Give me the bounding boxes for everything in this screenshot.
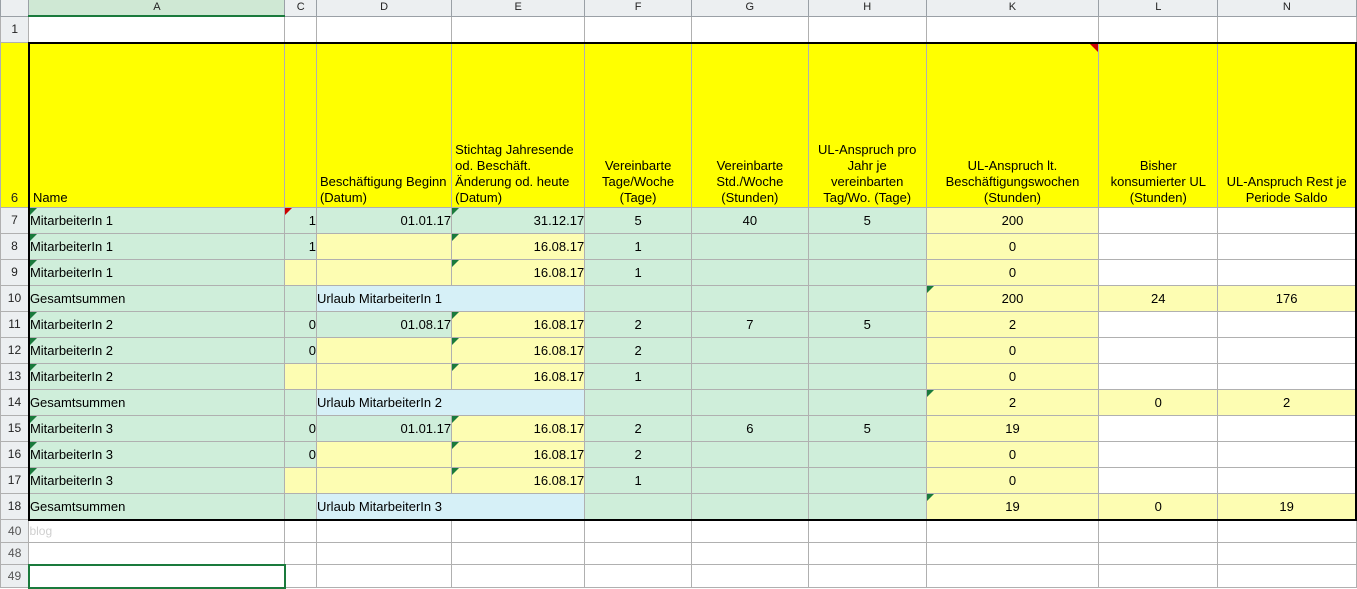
- row-header-14[interactable]: 14: [1, 389, 29, 415]
- cell-N17[interactable]: [1218, 467, 1356, 493]
- corner-select-all[interactable]: [1, 0, 29, 16]
- cell-D14[interactable]: Urlaub MitarbeiterIn 2: [316, 389, 584, 415]
- cell-K1[interactable]: [926, 16, 1099, 43]
- cell-A15[interactable]: MitarbeiterIn 3: [29, 415, 285, 441]
- cell-K15[interactable]: 19: [926, 415, 1099, 441]
- cell-C49[interactable]: [285, 565, 316, 588]
- cell-K12[interactable]: 0: [926, 337, 1099, 363]
- cell-E1[interactable]: [452, 16, 585, 43]
- table-row[interactable]: [1, 16, 1357, 43]
- cell-E9[interactable]: 16.08.17: [452, 259, 585, 285]
- cell-L17[interactable]: [1099, 467, 1218, 493]
- cell-H1[interactable]: [808, 16, 926, 43]
- cell-E7[interactable]: 31.12.17: [452, 207, 585, 233]
- cell-L7[interactable]: [1099, 207, 1218, 233]
- cell-A40[interactable]: blog: [29, 520, 285, 543]
- table-row[interactable]: [1, 337, 1357, 363]
- cell-H13[interactable]: [808, 363, 926, 389]
- cell-A1[interactable]: [29, 16, 285, 43]
- cell-L14[interactable]: 0: [1099, 389, 1218, 415]
- cell-E40[interactable]: [452, 520, 585, 543]
- cell-L49[interactable]: [1099, 565, 1218, 588]
- cell-E49[interactable]: [452, 565, 585, 588]
- cell-H17[interactable]: [808, 467, 926, 493]
- cell-G15[interactable]: 6: [691, 415, 808, 441]
- column-header-K[interactable]: K: [926, 0, 1099, 16]
- cell-N18[interactable]: 19: [1218, 493, 1356, 520]
- cell-E15[interactable]: 16.08.17: [452, 415, 585, 441]
- cell-F14[interactable]: [585, 389, 692, 415]
- cell-D7[interactable]: 01.01.17: [316, 207, 451, 233]
- cell-N10[interactable]: 176: [1218, 285, 1356, 311]
- cell-G9[interactable]: [691, 259, 808, 285]
- cell-F15[interactable]: 2: [585, 415, 692, 441]
- cell-E16[interactable]: 16.08.17: [452, 441, 585, 467]
- cell-C13[interactable]: [285, 363, 316, 389]
- cell-H11[interactable]: 5: [808, 311, 926, 337]
- cell-E8[interactable]: 16.08.17: [452, 233, 585, 259]
- cell-F18[interactable]: [585, 493, 692, 520]
- cell-C9[interactable]: [285, 259, 316, 285]
- cell-K49[interactable]: [926, 565, 1099, 588]
- cell-A18[interactable]: Gesamtsummen: [29, 493, 285, 520]
- cell-A49-selected[interactable]: [29, 565, 285, 588]
- cell-L1[interactable]: [1099, 16, 1218, 43]
- cell-E11[interactable]: 16.08.17: [452, 311, 585, 337]
- table-row[interactable]: [1, 467, 1357, 493]
- header-cell-entitlement-weeks[interactable]: UL-Anspruch lt. Beschäftigungswochen (Stunden): [926, 43, 1099, 208]
- cell-C48[interactable]: [285, 542, 316, 565]
- row-header-16[interactable]: 16: [1, 441, 29, 467]
- cell-D15[interactable]: 01.01.17: [316, 415, 451, 441]
- cell-F8[interactable]: 1: [585, 233, 692, 259]
- cell-D11[interactable]: 01.08.17: [316, 311, 451, 337]
- cell-N49[interactable]: [1218, 565, 1356, 588]
- cell-F48[interactable]: [585, 542, 692, 565]
- table-row[interactable]: [1, 233, 1357, 259]
- cell-C7[interactable]: 1: [285, 207, 316, 233]
- table-row-total[interactable]: [1, 285, 1357, 311]
- cell-A11[interactable]: MitarbeiterIn 2: [29, 311, 285, 337]
- table-row[interactable]: [1, 259, 1357, 285]
- row-header-11[interactable]: 11: [1, 311, 29, 337]
- cell-H18[interactable]: [808, 493, 926, 520]
- table-row[interactable]: [1, 565, 1357, 588]
- column-header-F[interactable]: F: [585, 0, 692, 16]
- cell-K14[interactable]: 2: [926, 389, 1099, 415]
- cell-G7[interactable]: 40: [691, 207, 808, 233]
- row-header-17[interactable]: 17: [1, 467, 29, 493]
- cell-C16[interactable]: 0: [285, 441, 316, 467]
- cell-K10[interactable]: 200: [926, 285, 1099, 311]
- column-header-A[interactable]: A: [29, 0, 285, 16]
- cell-D9[interactable]: [316, 259, 451, 285]
- cell-H16[interactable]: [808, 441, 926, 467]
- cell-A14[interactable]: Gesamtsummen: [29, 389, 285, 415]
- cell-D40[interactable]: [316, 520, 451, 543]
- cell-E12[interactable]: 16.08.17: [452, 337, 585, 363]
- cell-C18[interactable]: [285, 493, 316, 520]
- column-header-G[interactable]: G: [691, 0, 808, 16]
- column-header-N[interactable]: N: [1218, 0, 1356, 16]
- table-row[interactable]: [1, 441, 1357, 467]
- cell-K40[interactable]: [926, 520, 1099, 543]
- cell-G48[interactable]: [691, 542, 808, 565]
- cell-L8[interactable]: [1099, 233, 1218, 259]
- cell-G13[interactable]: [691, 363, 808, 389]
- row-header-40[interactable]: 40: [1, 520, 29, 543]
- cell-F7[interactable]: 5: [585, 207, 692, 233]
- column-header-H[interactable]: H: [808, 0, 926, 16]
- cell-H10[interactable]: [808, 285, 926, 311]
- header-cell-begin-date[interactable]: Beschäftigung Beginn (Datum): [316, 43, 451, 208]
- cell-L40[interactable]: [1099, 520, 1218, 543]
- cell-D10[interactable]: Urlaub MitarbeiterIn 1: [316, 285, 584, 311]
- table-row[interactable]: [1, 363, 1357, 389]
- cell-A13[interactable]: MitarbeiterIn 2: [29, 363, 285, 389]
- cell-C14[interactable]: [285, 389, 316, 415]
- cell-N1[interactable]: [1218, 16, 1356, 43]
- cell-D17[interactable]: [316, 467, 451, 493]
- table-row[interactable]: [1, 415, 1357, 441]
- row-header-13[interactable]: 13: [1, 363, 29, 389]
- cell-H40[interactable]: [808, 520, 926, 543]
- table-row[interactable]: [1, 311, 1357, 337]
- column-header-E[interactable]: E: [452, 0, 585, 16]
- cell-C1[interactable]: [285, 16, 316, 43]
- cell-D18[interactable]: Urlaub MitarbeiterIn 3: [316, 493, 584, 520]
- cell-G18[interactable]: [691, 493, 808, 520]
- cell-C8[interactable]: 1: [285, 233, 316, 259]
- cell-N13[interactable]: [1218, 363, 1356, 389]
- cell-E17[interactable]: 16.08.17: [452, 467, 585, 493]
- cell-L9[interactable]: [1099, 259, 1218, 285]
- header-cell-remaining[interactable]: UL-Anspruch Rest je Periode Saldo: [1218, 43, 1356, 208]
- cell-A9[interactable]: MitarbeiterIn 1: [29, 259, 285, 285]
- header-cell-consumed[interactable]: Bisher konsumierter UL (Stunden): [1099, 43, 1218, 208]
- cell-D8[interactable]: [316, 233, 451, 259]
- cell-L18[interactable]: 0: [1099, 493, 1218, 520]
- cell-C11[interactable]: 0: [285, 311, 316, 337]
- cell-H49[interactable]: [808, 565, 926, 588]
- cell-K16[interactable]: 0: [926, 441, 1099, 467]
- cell-G12[interactable]: [691, 337, 808, 363]
- table-row-total[interactable]: [1, 389, 1357, 415]
- cell-N8[interactable]: [1218, 233, 1356, 259]
- cell-G10[interactable]: [691, 285, 808, 311]
- cell-F17[interactable]: 1: [585, 467, 692, 493]
- row-header-9[interactable]: 9: [1, 259, 29, 285]
- cell-L10[interactable]: 24: [1099, 285, 1218, 311]
- cell-D16[interactable]: [316, 441, 451, 467]
- cell-L13[interactable]: [1099, 363, 1218, 389]
- header-cell-name[interactable]: Name: [29, 43, 285, 208]
- cell-C12[interactable]: 0: [285, 337, 316, 363]
- cell-F9[interactable]: 1: [585, 259, 692, 285]
- column-header-L[interactable]: L: [1099, 0, 1218, 16]
- cell-K7[interactable]: 200: [926, 207, 1099, 233]
- cell-H7[interactable]: 5: [808, 207, 926, 233]
- cell-L16[interactable]: [1099, 441, 1218, 467]
- column-header-C[interactable]: C: [285, 0, 316, 16]
- cell-N14[interactable]: 2: [1218, 389, 1356, 415]
- cell-C15[interactable]: 0: [285, 415, 316, 441]
- cell-K18[interactable]: 19: [926, 493, 1099, 520]
- cell-F13[interactable]: 1: [585, 363, 692, 389]
- cell-G17[interactable]: [691, 467, 808, 493]
- cell-N9[interactable]: [1218, 259, 1356, 285]
- cell-N16[interactable]: [1218, 441, 1356, 467]
- table-header-row[interactable]: [1, 43, 1357, 208]
- column-header-D[interactable]: D: [316, 0, 451, 16]
- cell-F16[interactable]: 2: [585, 441, 692, 467]
- cell-D48[interactable]: [316, 542, 451, 565]
- cell-E13[interactable]: 16.08.17: [452, 363, 585, 389]
- cell-C10[interactable]: [285, 285, 316, 311]
- cell-K9[interactable]: 0: [926, 259, 1099, 285]
- table-row[interactable]: [1, 207, 1357, 233]
- cell-D1[interactable]: [316, 16, 451, 43]
- header-cell-reference-date[interactable]: Stichtag Jahresende od. Beschäft. Änderung od. heute (Datum): [452, 43, 585, 208]
- cell-G8[interactable]: [691, 233, 808, 259]
- table-row[interactable]: [1, 520, 1357, 543]
- header-cell-days-per-week[interactable]: Vereinbarte Tage/Woche (Tage): [585, 43, 692, 208]
- header-cell-hours-per-week[interactable]: Vereinbarte Std./Woche (Stunden): [691, 43, 808, 208]
- cell-L15[interactable]: [1099, 415, 1218, 441]
- row-header-18[interactable]: 18: [1, 493, 29, 520]
- row-header-7[interactable]: 7: [1, 207, 29, 233]
- row-header-12[interactable]: 12: [1, 337, 29, 363]
- cell-C40[interactable]: [285, 520, 316, 543]
- cell-N11[interactable]: [1218, 311, 1356, 337]
- table-row[interactable]: [1, 542, 1357, 565]
- cell-H9[interactable]: [808, 259, 926, 285]
- cell-F1[interactable]: [585, 16, 692, 43]
- cell-K11[interactable]: 2: [926, 311, 1099, 337]
- cell-H15[interactable]: 5: [808, 415, 926, 441]
- row-header-15[interactable]: 15: [1, 415, 29, 441]
- cell-G40[interactable]: [691, 520, 808, 543]
- cell-N48[interactable]: [1218, 542, 1356, 565]
- cell-G1[interactable]: [691, 16, 808, 43]
- cell-G49[interactable]: [691, 565, 808, 588]
- cell-G11[interactable]: 7: [691, 311, 808, 337]
- row-header-1[interactable]: 1: [1, 16, 29, 43]
- row-header-6[interactable]: 6: [1, 43, 29, 208]
- row-header-49[interactable]: 49: [1, 565, 29, 588]
- row-header-8[interactable]: 8: [1, 233, 29, 259]
- cell-H8[interactable]: [808, 233, 926, 259]
- cell-N12[interactable]: [1218, 337, 1356, 363]
- cell-D12[interactable]: [316, 337, 451, 363]
- cell-D49[interactable]: [316, 565, 451, 588]
- header-cell-c[interactable]: [285, 43, 316, 208]
- cell-F10[interactable]: [585, 285, 692, 311]
- cell-A17[interactable]: MitarbeiterIn 3: [29, 467, 285, 493]
- row-header-48[interactable]: 48: [1, 542, 29, 565]
- cell-N15[interactable]: [1218, 415, 1356, 441]
- row-header-10[interactable]: 10: [1, 285, 29, 311]
- cell-L48[interactable]: [1099, 542, 1218, 565]
- cell-D13[interactable]: [316, 363, 451, 389]
- cell-G16[interactable]: [691, 441, 808, 467]
- column-header-row[interactable]: [1, 0, 1357, 16]
- cell-K48[interactable]: [926, 542, 1099, 565]
- cell-N40[interactable]: [1218, 520, 1356, 543]
- cell-N7[interactable]: [1218, 207, 1356, 233]
- cell-K13[interactable]: 0: [926, 363, 1099, 389]
- cell-L11[interactable]: [1099, 311, 1218, 337]
- cell-H12[interactable]: [808, 337, 926, 363]
- cell-C17[interactable]: [285, 467, 316, 493]
- cell-A16[interactable]: MitarbeiterIn 3: [29, 441, 285, 467]
- table-row-total[interactable]: [1, 493, 1357, 520]
- cell-E48[interactable]: [452, 542, 585, 565]
- cell-F11[interactable]: 2: [585, 311, 692, 337]
- cell-F49[interactable]: [585, 565, 692, 588]
- cell-K8[interactable]: 0: [926, 233, 1099, 259]
- cell-F12[interactable]: 2: [585, 337, 692, 363]
- cell-A12[interactable]: MitarbeiterIn 2: [29, 337, 285, 363]
- cell-A10[interactable]: Gesamtsummen: [29, 285, 285, 311]
- cell-A8[interactable]: MitarbeiterIn 1: [29, 233, 285, 259]
- cell-H14[interactable]: [808, 389, 926, 415]
- cell-L12[interactable]: [1099, 337, 1218, 363]
- cell-A7[interactable]: MitarbeiterIn 1: [29, 207, 285, 233]
- header-cell-entitlement-per-year[interactable]: UL-Anspruch pro Jahr je vereinbarten Tag/Wo. (Tage): [808, 43, 926, 208]
- cell-H48[interactable]: [808, 542, 926, 565]
- cell-K17[interactable]: 0: [926, 467, 1099, 493]
- cell-A48[interactable]: [29, 542, 285, 565]
- cell-G14[interactable]: [691, 389, 808, 415]
- cell-F40[interactable]: [585, 520, 692, 543]
